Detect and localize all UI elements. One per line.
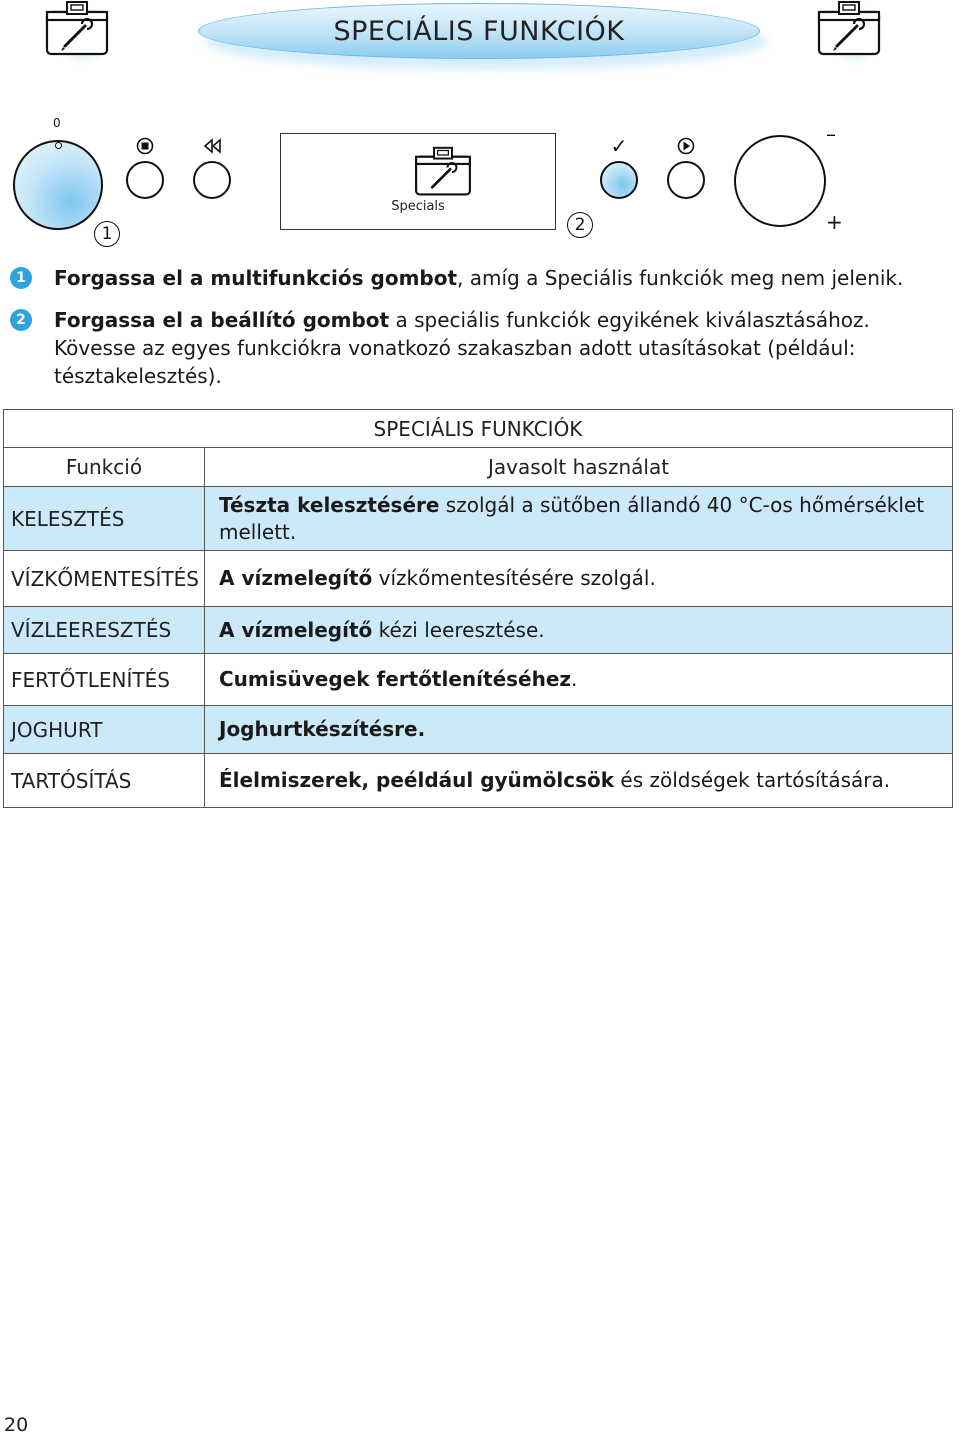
step-1-badge: 1 [10,267,32,289]
function-name: TARTÓSÍTÁS [4,754,205,808]
callout-2-label: 2 [574,215,586,235]
oven-display [280,133,556,230]
function-usage [205,754,953,808]
usage-text: kézi leeresztése. [372,617,545,642]
step-2-text: a speciális funkciók egyikének kiválasztásához. Kövesse az egyes funkciókra vonatkozó szakaszban adott utasításokat (például: tésztakelesztés). [54,308,870,388]
specials-display-icon [414,146,472,198]
usage-text: és zöldségek tartósítására. [614,768,891,792]
step-1-bold: Forgassa el a multifunkciós gombot [54,266,458,290]
function-name: JOGHURT [4,706,205,754]
callout-1 [94,221,120,247]
zero-label: 0 [53,116,61,130]
usage-bold: Tészta kelesztésére [219,492,440,517]
usage-bold: Cumisüvegek fertőtlenítéséhez [219,667,572,691]
function-usage [205,654,953,706]
usage-text: vízkőmentesítésére szolgál. [372,566,656,590]
step-1-text: , amíg a Speciális funkciók meg nem jelenik. [457,266,904,290]
specials-icon-left [45,0,109,58]
table-row [4,487,953,551]
function-name: VÍZLEERESZTÉS [4,607,205,654]
callout-2 [567,212,593,238]
rewind-icon [202,138,224,154]
check-icon: ✓ [610,134,628,158]
table-row [4,654,953,706]
minus-label: – [826,122,836,146]
step-1 [10,264,950,292]
function-name: FERTŐTLENÍTÉS [4,654,205,706]
knob-marker [55,142,62,149]
usage-text: szolgál a sütőben állandó 40 °C-os hőmérséklet mellett. [219,492,925,544]
title-banner [198,3,760,59]
start-button[interactable] [667,161,705,199]
table-row [4,706,953,754]
callout-1-label: 1 [101,224,113,244]
usage-bold: A vízmelegítő [219,566,373,590]
page-number: 20 [4,1414,29,1436]
page-title: SPECIÁLIS FUNKCIÓK [333,15,625,47]
specials-icon-right [817,0,881,58]
usage-bold: Joghurtkészítésre. [219,717,426,741]
column-header-usage: Javasolt használat [205,448,953,487]
control-panel [0,110,960,250]
instruction-steps [10,264,950,404]
stop-button[interactable] [126,161,164,199]
stop-icon [136,137,154,155]
function-usage [205,487,953,551]
usage-bold: Élelmiszerek, peéldául gyümölcsök [219,768,615,792]
display-label: Specials [391,199,445,214]
special-functions-table [3,409,953,808]
plus-label: + [826,210,843,234]
function-usage [205,607,953,654]
setting-knob[interactable] [734,135,826,227]
usage-text: . [571,667,578,691]
table-row [4,754,953,808]
play-icon [677,137,695,155]
rewind-button[interactable] [193,161,231,199]
step-2-badge: 2 [10,309,32,331]
usage-bold: A vízmelegítő [219,617,373,642]
step-2 [10,306,950,390]
function-name: VÍZKŐMENTESÍTÉS [4,551,205,607]
multifunction-knob[interactable] [13,140,103,230]
confirm-button[interactable] [600,161,638,199]
step-2-bold: Forgassa el a beállító gombot [54,308,390,332]
function-usage [205,551,953,607]
column-header-function: Funkció [4,448,205,487]
table-title: SPECIÁLIS FUNKCIÓK [4,410,953,448]
table-row [4,551,953,607]
table-row [4,607,953,654]
function-usage [205,706,953,754]
function-name: KELESZTÉS [4,487,205,551]
